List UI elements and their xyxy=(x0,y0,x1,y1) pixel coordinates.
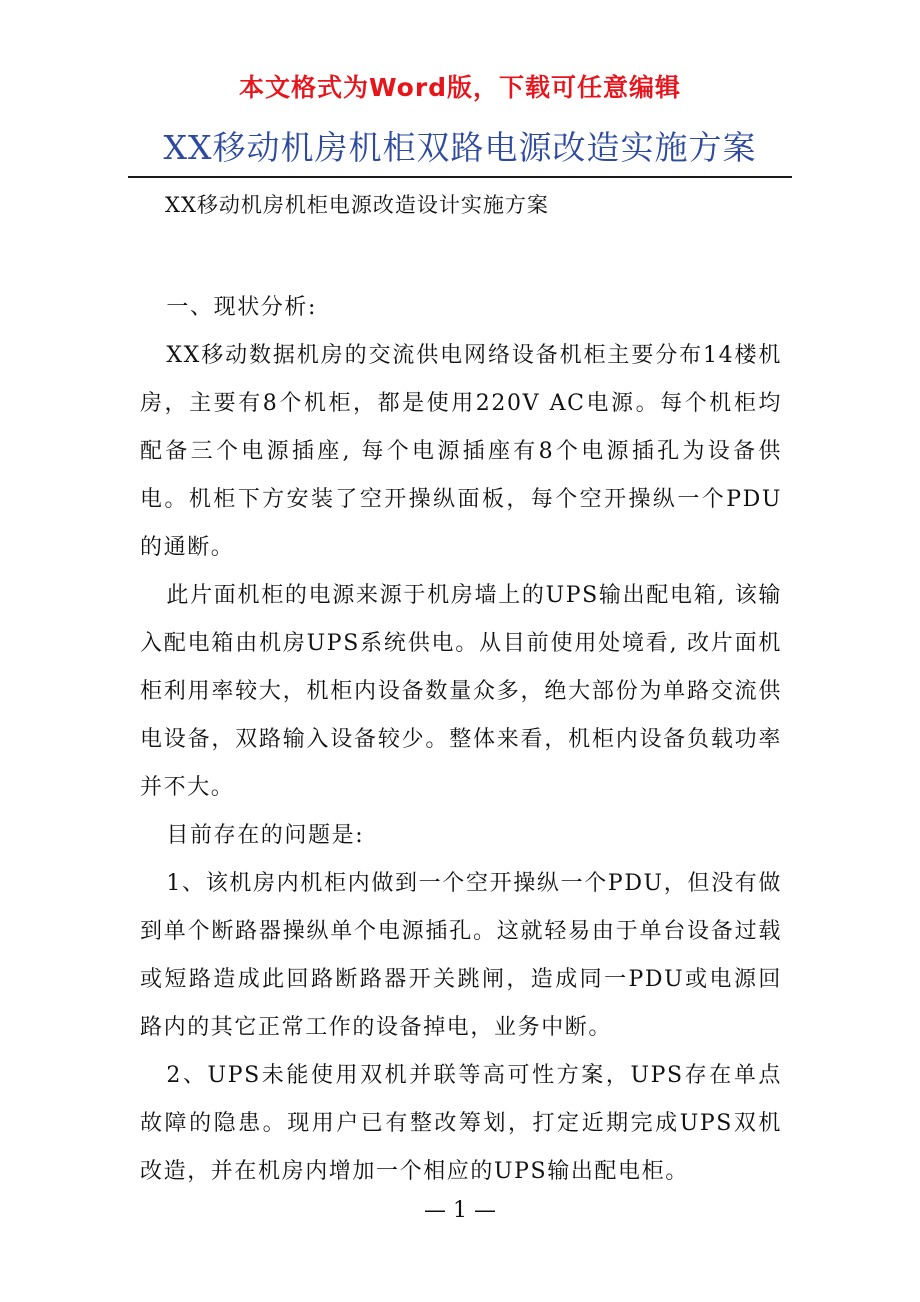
paragraph: 目前存在的问题是: xyxy=(166,823,365,848)
page-number: — 1 — xyxy=(424,1198,496,1223)
section-heading: 一、现状分析: xyxy=(166,295,318,320)
paragraph: 1、该机房内机柜内做到一个空开操纵一个PDU，但没有做到单个断路器操纵单个电源插孔。这就轻易由于单台设备过载或短路造成此回路断路器开关跳闸，造成同一PDU或电源回路内的其它正常工作的设备掉电，业务中断。 xyxy=(140,871,782,1040)
editable-notice-banner: 本文格式为Word版，下载可任意编辑 xyxy=(238,73,682,102)
paragraph: 此片面机柜的电源来源于机房墙上的UPS输出配电箱, 该输入配电箱由机房UPS系统供电。从目前使用处境看, 改片面机柜利用率较大，机柜内设备数量众多，绝大部份为单路交流供电设备，双路输入设备较少。整体来看，机柜内设备负载功率并不大。 xyxy=(140,583,782,800)
document-title: XX移动机房机柜双路电源改造实施方案 xyxy=(163,128,757,167)
title-divider xyxy=(128,176,792,178)
paragraph: XX移动数据机房的交流供电网络设备机柜主要分布14楼机房，主要有8个机柜，都是使用220V AC电源。每个机柜均配备三个电源插座, 每个电源插座有8个电源插孔为设备供电。机柜下方安装了空开操纵面板，每个空开操纵一个PDU的通断。 xyxy=(140,343,782,560)
document-body xyxy=(140,284,782,1196)
paragraph: 2、UPS未能使用双机并联等高可性方案，UPS存在单点故障的隐患。现用户已有整改筹划，打定近期完成UPS双机改造，并在机房内增加一个相应的UPS输出配电柜。 xyxy=(140,1063,782,1184)
document-subtitle: XX移动机房机柜电源改造设计实施方案 xyxy=(165,193,549,217)
